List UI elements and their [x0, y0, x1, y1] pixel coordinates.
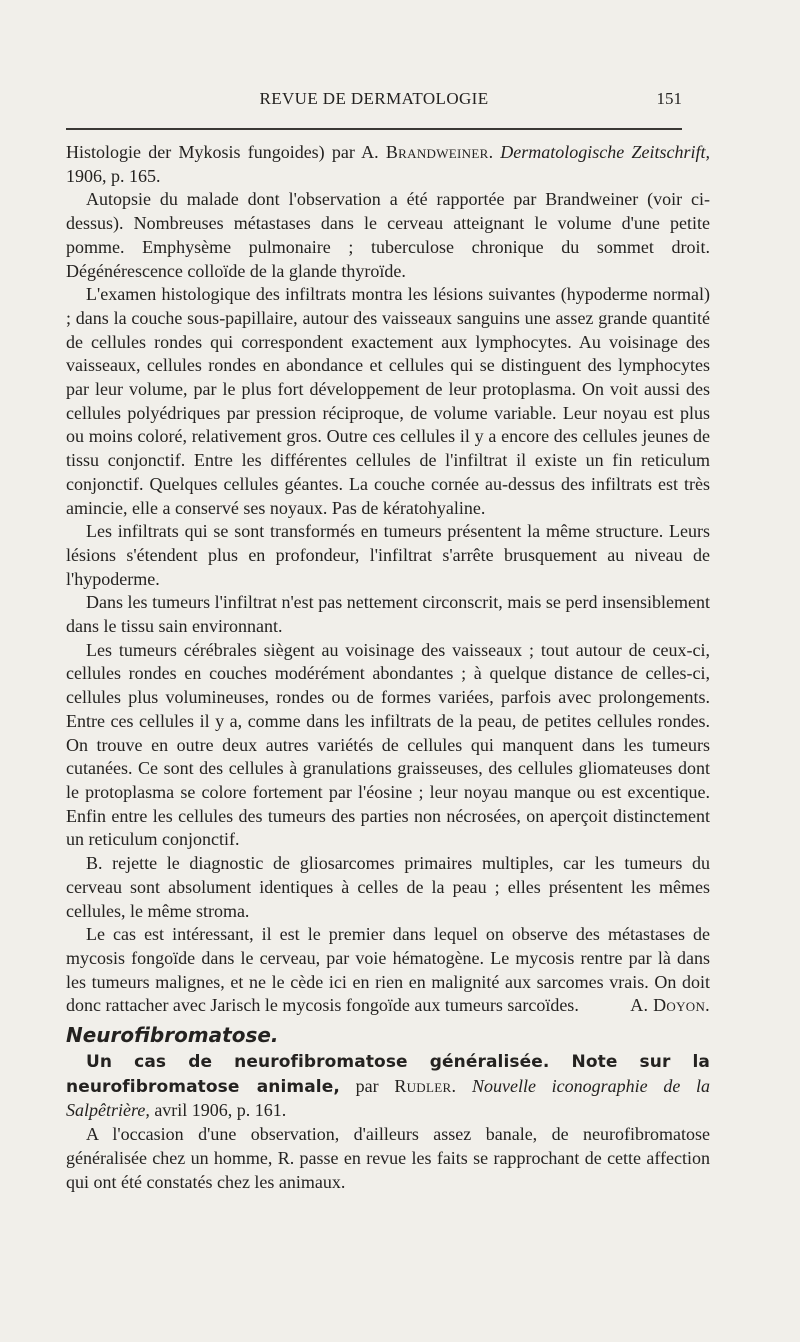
article-journal: Nouvelle iconographie de la Salpêtrière, — [66, 1075, 711, 1121]
running-head — [66, 89, 682, 115]
paragraph: B. rejette le diagnostic de gliosarcomes primaires multiples, car les tumeurs du cerveau sont absolument identiques à celles de la peau ; elles présentent les mêmes cellules, le même stroma. — [66, 853, 710, 921]
body-text — [66, 141, 710, 1194]
reference-suffix: 1906, p. 165. — [66, 165, 161, 186]
article-author: Rudler. — [394, 1075, 457, 1096]
reference-author: Brandweiner — [385, 142, 489, 162]
paragraph: L'examen histologique des infiltrats montra les lésions suivantes (hypoderme normal) ; dans la couche sous-papillaire, autour des vaisseaux sanguins une assez grande quantité de cellules rondes qui correspondent exactement aux lymphocytes. Au voisinage des vaisseaux, cellules rondes en abondance et cellules qui se distinguent des lymphocytes par leur volume, par le plus fort développement de leur protoplasma. On voit aussi des cellules polyédriques par pression réciproque, de volume variable. Leur noyau est plus ou moins coloré, relativement gros. Outre ces cellules il y a encore des cellules jeunes de tissu conjonctif. Entre les différentes cellules de l'infiltrat il existe un fin reticulum conjonctif. Quelques cellules géantes. La couche cornée au-dessus des infiltrats est très amincie, elle a conservé ses noyaux. Pas de kératohyaline. — [66, 284, 710, 518]
article-by: par — [339, 1075, 395, 1096]
journal-title: REVUE DE DERMATOLOGIE — [259, 89, 489, 108]
header-rule — [66, 128, 682, 130]
signature: A. Doyon. — [630, 995, 710, 1016]
page-number: 151 — [656, 89, 682, 108]
paragraph: Les tumeurs cérébrales siègent au voisinage des vaisseaux ; tout autour de ceux-ci, cellules rondes en couches modérément abondantes ; à quelque distance de celles-ci, cellules plus volumineuses, rondes ou de formes variées, parfois avec prolongements. Entre ces cellules il y a, comme dans les infiltrats de la peau, de petites cellules rondes. On trouve en outre deux autres variétés de cellules qui manquent dans les tumeurs cutanées. Ce sont des cellules à granulations graisseuses, des cellules gliomateuses dont le protoplasma se colore fortement par l'éosine ; leur noyau manque ou est excentique. Enfin entre les cellules des tumeurs des parties non nécrosées, on aperçoit distinctement un reticulum conjonctif. — [66, 639, 710, 850]
paragraph: A l'occasion d'une observation, d'ailleurs assez banale, de neurofibromatose généralisée chez un homme, R. passe en revue les faits se rapprochant de cette affection qui ont été constatés chez les animaux. — [66, 1124, 710, 1192]
article-date: avril 1906, p. 161. — [149, 1100, 287, 1121]
article-heading — [66, 1050, 710, 1123]
paragraph: Les infiltrats qui se sont transformés en tumeurs présentent la même structure. Leurs lésions s'étendent plus en profondeur, l'infiltrat s'arrête brusquement au niveau de l'hypoderme. — [66, 521, 710, 589]
paragraph-with-signature — [66, 923, 710, 1018]
section-title: Neurofibromatose. — [66, 1023, 279, 1048]
paragraph: Dans les tumeurs l'infiltrat n'est pas nettement circonscrit, mais se perd insensiblement dans le tissu sain environnant. — [66, 592, 710, 637]
reference-continuation: Histologie der Mykosis fungoides) par A. Brandweiner. Dermatologische Zeitschrift, 1906, p. 165. — [66, 142, 711, 186]
reference-journal: Dermatologische Zeitschrift, — [500, 142, 711, 162]
paragraph-text: Le cas est intéressant, il est le premier dans lequel on observe des métastases de mycosis fongoïde dans le cerveau, par voie hématogène. Le mycosis rentre par là dans les tumeurs malignes, et ne le cède ici en rien en malignité aux sarcomes vrais. On doit donc rattacher avec Jarisch le mycosis fongoïde aux tumeurs sarcoïdes. — [66, 924, 710, 1016]
paragraph: Autopsie du malade dont l'observation a été rapportée par Brandweiner (voir ci-dessus). Nombreuses métastases dans le cerveau atteignant le volume d'une petite pomme. Emphysème pulmonaire ; tuberculose chronique du sommet droit. Dégénérescence colloïde de la glande thyroïde. — [66, 189, 710, 281]
reference-prefix: Histologie der Mykosis fungoides) par A. — [66, 142, 386, 162]
article-title: Un cas de neurofibromatose généralisée. Note sur la neurofibromatose animale, — [66, 1052, 710, 1097]
